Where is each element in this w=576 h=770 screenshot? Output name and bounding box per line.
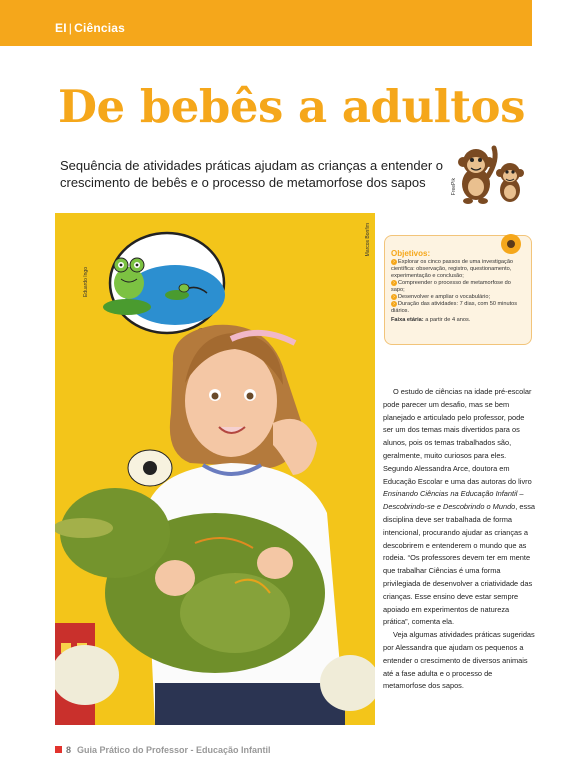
arrow-icon: › [391,294,397,300]
photo-credit: Marcos Bonfim [365,223,371,257]
target-icon [501,234,521,254]
main-photo [55,213,375,725]
section-header-bar [0,0,532,46]
page-number: 8 [66,745,72,755]
monkeys-illustration [450,140,532,204]
section-separator: | [68,21,73,35]
objective-item: › Duração das atividades: 7 dias, com 50 minutos diários. [391,301,518,314]
age-range: Faixa etária: a partir de 4 anos. [391,317,471,323]
objectives-title: Objetivos: [391,249,431,258]
publication-name: Guia Prático do Professor - Educação Infantil [77,745,271,755]
article-title: De bebês a adultos [58,80,525,133]
paragraph: Veja algumas atividades práticas sugeridas por Alessandra que ajudam os pequenos a entender o crescimento de diversos animais até a fase adulta e o processo de metamorfose dos sapos. [383,630,535,691]
arrow-icon: › [391,301,397,307]
illustration-credit: Eduardo Ingo [83,267,89,298]
photo-scene [55,213,375,725]
objective-item: › Compreender o processo de metamorfose do sapo; [391,280,511,293]
page-footer [55,745,271,755]
small-monkey [496,163,524,202]
objective-item: › Explorar os cinco passos de uma investigação científica: observação, registro, questionamento, experimentação e conclusão; [391,259,514,279]
article-subtitle: Sequência de atividades práticas ajudam as crianças a entender o crescimento de bebês e o processo de metamorfose dos sapos [60,158,444,190]
footer-marker [55,746,62,753]
section-prefix: EI [55,21,67,35]
book-title: Ensinando Ciências na Educação Infantil – Descobrindo-se e Descobrindo o Mundo [383,489,524,512]
big-monkey [458,148,495,204]
section-name: Ciências [74,21,126,35]
section-tag [55,21,125,35]
objective-item: › Desenvolver e ampliar o vocabulário; [391,294,526,301]
arrow-icon: › [391,280,397,286]
article-body [383,386,535,693]
arrow-icon: › [391,259,397,265]
monkeys-credit: FreePik [451,178,457,196]
paragraph: O estudo de ciências na idade pré-escolar pode parecer um desafio, mas se bem planejado e articulado pelo professor, pode ser um dos temas mais divertidos para os alunos, pois os temas trabalhados são, geralmente, muito curiosos para eles. Segundo Alessandra Arce, doutora em Educação Escolar e uma das autoras do livro Ensinando Ciências na Educação Infantil – Descobrindo-se e Descobrindo o Mundo, essa disciplina deve ser trabalhada de forma intencional, procurando ajudar as crianças a descobrirem e entenderem o mundo que as rodeia. “Os professores devem ter em mente que trabalhar Ciências é uma forma privilegiada de desenvolver a criatividade das crianças. Esse ensino deve estar sempre apoiado em experimentos de natureza prática”, comenta ela. [383,387,536,627]
objectives-box [384,235,532,345]
